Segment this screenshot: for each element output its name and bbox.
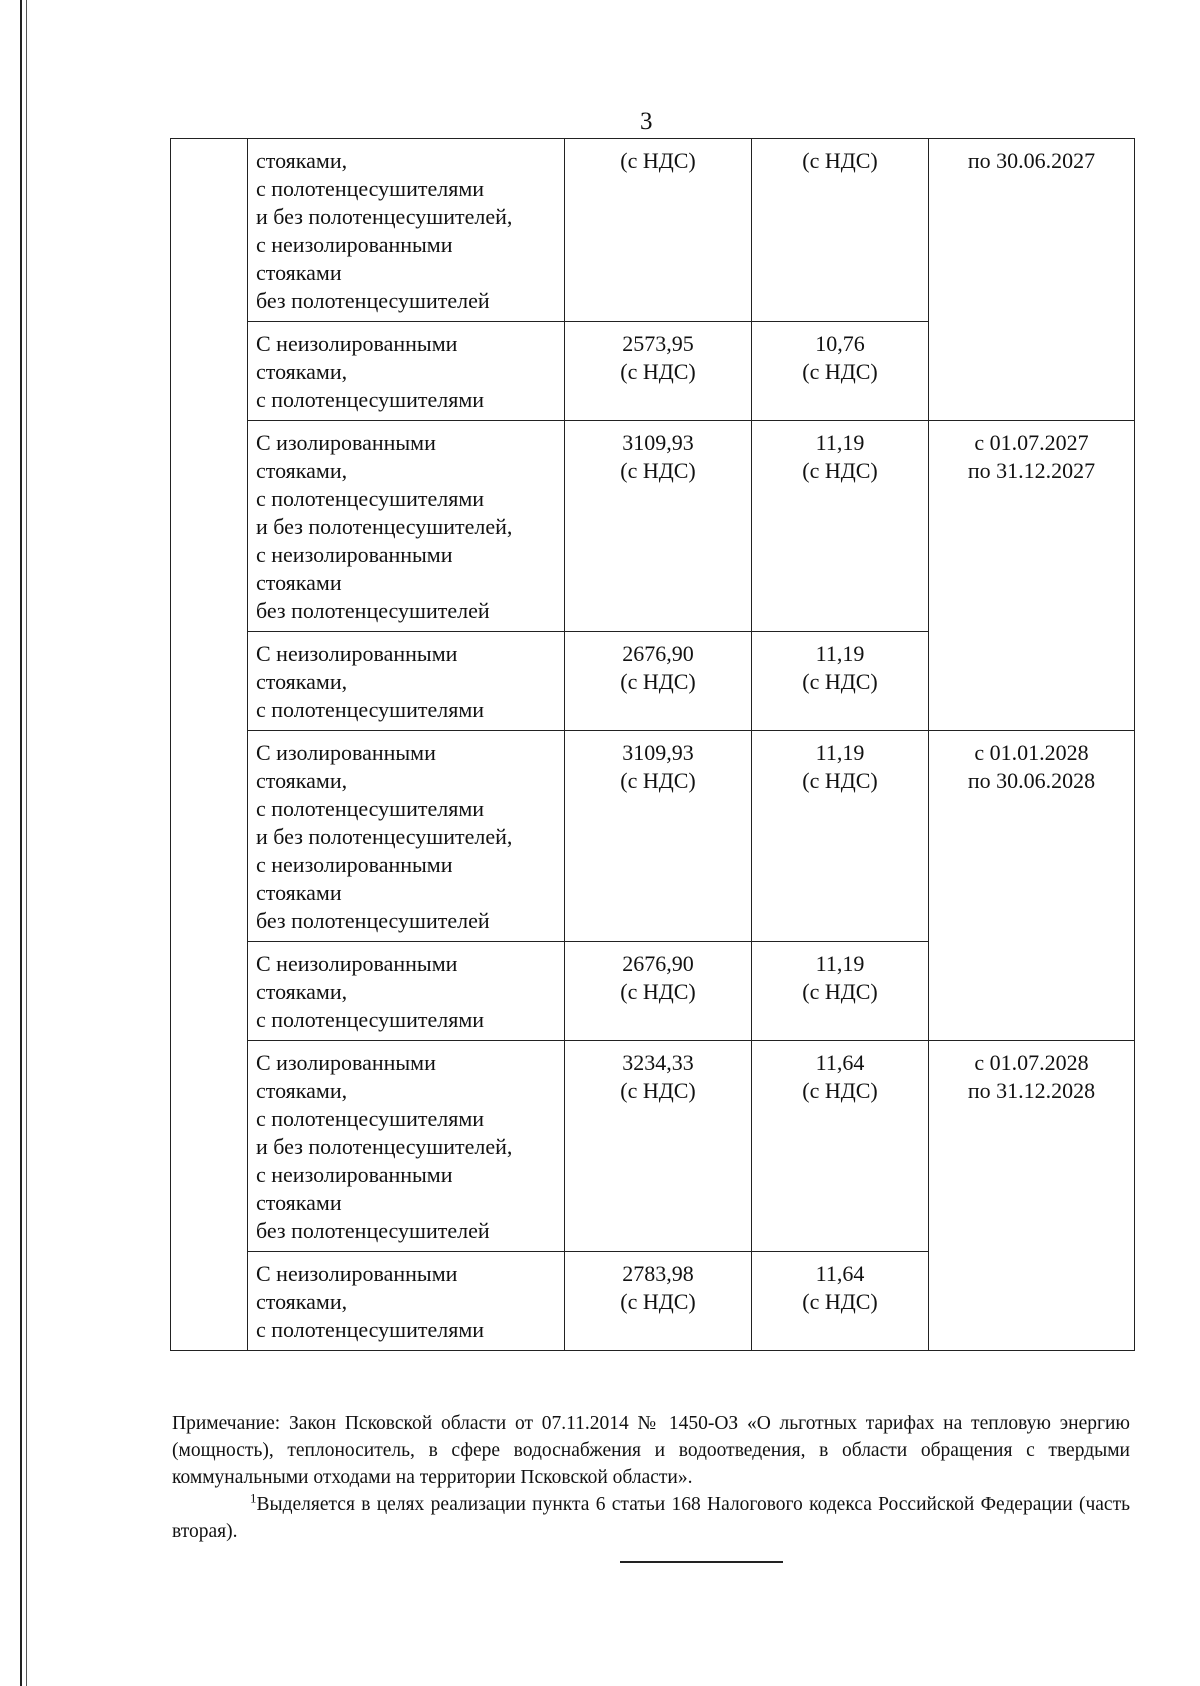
- tariff-cell: [565, 322, 752, 421]
- description-cell: [248, 322, 565, 421]
- tariff-component-cell: [752, 139, 929, 322]
- description-cell-line: С неизолированными: [256, 1261, 458, 1286]
- description-cell-line: стояками,: [256, 458, 348, 483]
- description-cell-line: с полотенцесушителями: [256, 1007, 485, 1032]
- tariff-component-cell-line: (с НДС): [802, 669, 878, 694]
- footnote-text: Выделяется в целях реализации пункта 6 статьи 168 Налогового кодекса Российской Федерации (часть вторая).: [172, 1494, 1130, 1542]
- tariff-cell-line: (с НДС): [620, 768, 696, 793]
- tariff-component-cell: [752, 322, 929, 421]
- tariff-cell-line: (с НДС): [620, 669, 696, 694]
- tariff-component-cell-line: 11,19: [815, 641, 865, 666]
- description-cell-line: без полотенцесушителей: [256, 598, 490, 623]
- tariff-cell-line: (с НДС): [620, 458, 696, 483]
- description-cell: [248, 632, 565, 731]
- tariff-component-cell: [752, 731, 929, 942]
- description-cell-line: стояками: [256, 880, 342, 905]
- description-cell-line: с неизолированными: [256, 1162, 453, 1187]
- description-cell: [248, 1252, 565, 1351]
- tariff-cell: [565, 731, 752, 942]
- description-cell: [248, 731, 565, 942]
- tariff-cell-line: (с НДС): [620, 979, 696, 1004]
- description-cell-line: С неизолированными: [256, 951, 458, 976]
- tariff-cell-line: 2676,90: [622, 951, 694, 976]
- description-cell-line: С изолированными: [256, 740, 436, 765]
- tariff-table: [170, 138, 1135, 1351]
- tariff-cell-line: 3234,33: [622, 1050, 694, 1075]
- binder-edge-line-inner: [26, 0, 27, 1686]
- description-cell-line: стояками,: [256, 359, 348, 384]
- description-cell-line: с неизолированными: [256, 852, 453, 877]
- note-text: Примечание: Закон Псковской области от 07.11.2014 № 1450-ОЗ «О льготных тарифах на тепловую энергию (мощность), теплоноситель, в сфере водоснабжения и водоотведения, в области обращения с твердыми коммунальными отходами на территории Псковской области».: [172, 1413, 1130, 1488]
- description-cell-line: с полотенцесушителями: [256, 1317, 485, 1342]
- period-cell: [929, 139, 1135, 421]
- period-cell-line: по 30.06.2027: [967, 148, 1096, 173]
- page-number: 3: [640, 108, 653, 135]
- period-cell: [929, 421, 1135, 731]
- tariff-cell-line: (с НДС): [620, 1078, 696, 1103]
- tariff-cell: [565, 1252, 752, 1351]
- description-cell-line: стояками,: [256, 768, 348, 793]
- binder-edge-line: [20, 0, 22, 1686]
- tariff-cell-line: (с НДС): [620, 359, 696, 384]
- tariff-cell: [565, 632, 752, 731]
- table-row: [171, 421, 1135, 632]
- notes-section: [172, 1410, 1130, 1545]
- period-cell-line: по 31.12.2028: [967, 1078, 1096, 1103]
- tariff-cell-line: 2573,95: [622, 331, 694, 356]
- tariff-cell: [565, 421, 752, 632]
- description-cell-line: стояками: [256, 1190, 342, 1215]
- description-cell-line: стояками,: [256, 979, 348, 1004]
- description-cell-line: стояками,: [256, 1078, 348, 1103]
- description-cell-line: стояками,: [256, 148, 348, 173]
- period-cell: [929, 731, 1135, 1041]
- description-cell-line: с неизолированными: [256, 232, 453, 257]
- description-cell-line: и без полотенцесушителей,: [256, 1134, 513, 1159]
- footnote: [172, 1491, 1130, 1545]
- description-cell-line: с неизолированными: [256, 542, 453, 567]
- description-cell-line: и без полотенцесушителей,: [256, 824, 513, 849]
- description-cell-line: без полотенцесушителей: [256, 908, 490, 933]
- tariff-component-cell-line: 11,64: [815, 1050, 865, 1075]
- description-cell-line: стояками: [256, 260, 342, 285]
- tariff-table-body: [171, 139, 1135, 1351]
- description-cell-line: стояками,: [256, 1289, 348, 1314]
- tariff-component-cell-line: 11,19: [815, 951, 865, 976]
- table-row: [171, 731, 1135, 942]
- tariff-component-cell-line: 11,64: [815, 1261, 865, 1286]
- end-rule-line: [620, 1561, 783, 1563]
- description-cell-line: стояками,: [256, 669, 348, 694]
- description-cell: [248, 139, 565, 322]
- tariff-component-cell: [752, 942, 929, 1041]
- period-cell-line: по 31.12.2027: [967, 458, 1096, 483]
- description-cell-line: с полотенцесушителями: [256, 796, 485, 821]
- table-row: [171, 1041, 1135, 1252]
- period-cell-line: с 01.01.2028: [974, 740, 1089, 765]
- period-cell-line: с 01.07.2027: [974, 430, 1089, 455]
- tariff-cell-line: 3109,93: [622, 740, 694, 765]
- period-cell-line: по 30.06.2028: [967, 768, 1096, 793]
- tariff-component-cell: [752, 1041, 929, 1252]
- row-group-cell: [171, 139, 248, 1351]
- description-cell: [248, 942, 565, 1041]
- tariff-cell-line: (с НДС): [620, 148, 696, 173]
- description-cell-line: С неизолированными: [256, 641, 458, 666]
- description-cell-line: с полотенцесушителями: [256, 486, 485, 511]
- tariff-component-cell-line: (с НДС): [802, 148, 878, 173]
- tariff-component-cell-line: (с НДС): [802, 1078, 878, 1103]
- tariff-component-cell: [752, 1252, 929, 1351]
- description-cell-line: с полотенцесушителями: [256, 697, 485, 722]
- table-row: [171, 139, 1135, 322]
- tariff-component-cell-line: 10,76: [815, 331, 865, 356]
- footnote-mark: 1: [250, 1490, 257, 1506]
- period-cell: [929, 1041, 1135, 1351]
- description-cell: [248, 421, 565, 632]
- description-cell-line: с полотенцесушителями: [256, 1106, 485, 1131]
- tariff-component-cell-line: 11,19: [815, 740, 865, 765]
- tariff-cell: [565, 1041, 752, 1252]
- tariff-cell-line: (с НДС): [620, 1289, 696, 1314]
- tariff-cell-line: 3109,93: [622, 430, 694, 455]
- tariff-cell: [565, 942, 752, 1041]
- tariff-component-cell: [752, 632, 929, 731]
- description-cell-line: С неизолированными: [256, 331, 458, 356]
- period-cell-line: с 01.07.2028: [974, 1050, 1089, 1075]
- tariff-component-cell-line: 11,19: [815, 430, 865, 455]
- tariff-component-cell-line: (с НДС): [802, 979, 878, 1004]
- description-cell-line: С изолированными: [256, 1050, 436, 1075]
- description-cell-line: без полотенцесушителей: [256, 288, 490, 313]
- tariff-cell-line: 2676,90: [622, 641, 694, 666]
- description-cell: [248, 1041, 565, 1252]
- tariff-cell: [565, 139, 752, 322]
- tariff-component-cell: [752, 421, 929, 632]
- description-cell-line: с полотенцесушителями: [256, 176, 485, 201]
- tariff-component-cell-line: (с НДС): [802, 359, 878, 384]
- tariff-component-cell-line: (с НДС): [802, 458, 878, 483]
- description-cell-line: С изолированными: [256, 430, 436, 455]
- description-cell-line: без полотенцесушителей: [256, 1218, 490, 1243]
- tariff-cell-line: 2783,98: [622, 1261, 694, 1286]
- description-cell-line: и без полотенцесушителей,: [256, 204, 513, 229]
- description-cell-line: с полотенцесушителями: [256, 387, 485, 412]
- description-cell-line: стояками: [256, 570, 342, 595]
- tariff-component-cell-line: (с НДС): [802, 768, 878, 793]
- tariff-component-cell-line: (с НДС): [802, 1289, 878, 1314]
- description-cell-line: и без полотенцесушителей,: [256, 514, 513, 539]
